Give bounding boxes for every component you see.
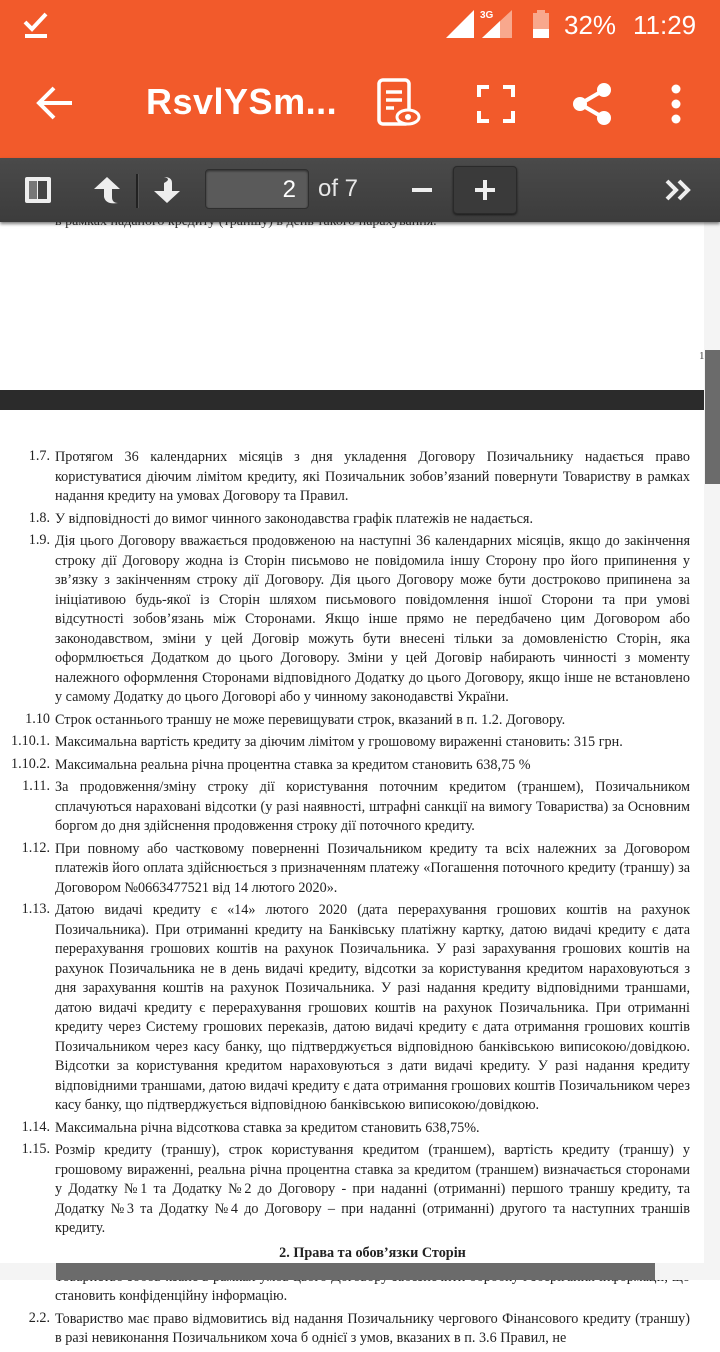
back-arrow-icon[interactable] xyxy=(34,82,76,124)
page-number-label: 1 xyxy=(699,350,705,362)
arrow-down-icon xyxy=(152,175,182,205)
clause-1-12: 1.12. При повному або частковому поверненні Позичальником кредиту та всіх належних за Договором платежів його оплата здійснюється з призначенням платежу «Погашення поточного кредиту (траншу) за Договором №0663477521 від 14 лютого 2020». xyxy=(21,839,690,896)
clause-2-1: становить конфіденційну інформацію. xyxy=(55,1288,288,1304)
arrow-up-icon xyxy=(92,175,122,205)
plus-icon xyxy=(473,178,497,202)
clock: 11:29 xyxy=(633,10,697,40)
clause-1-7: 1.7. Протягом 36 календарних місяців з дня укладення Договору Позичальнику надається право користуватися діючим лімітом кредиту, які Позичальник зобов’язаний повернути Товариству в рамках надання кредиту на умовах Договору та Правил. xyxy=(28,448,690,504)
toolbar xyxy=(0,52,720,156)
page-number-input[interactable]: 2 xyxy=(205,169,309,209)
page-count: of 7 xyxy=(318,175,359,202)
sidebar-toggle-icon xyxy=(23,175,53,205)
battery-percent: 32% xyxy=(564,10,617,40)
page-content xyxy=(0,448,690,1352)
clause-1-15: 1.15. Розмір кредиту (траншу), строк користування кредитом (траншем), вартість кредиту (траншу) у грошовому вираженні, реальна річна процентна ставка за кредитом (траншем) визначається сторонами у Додатку №1 та Додатку №2 до Договору - при наданні (отриманні) першого траншу кредиту, та Додатку №3 та Додатку №4 до Договору – при наданні (отриманні) другого та наступних траншів кредиту. xyxy=(21,1141,690,1236)
toolbar-separator xyxy=(136,174,139,208)
clause-1-13: 1.13. Датою видачі кредиту є «14» лютого 2020 (дата перерахування грошових коштів на рахунок Позичальника). При отриманні кредиту на Банківську платіжну картку, датою видачі кредиту є дата перерахування грошових коштів на рахунок Позичальника. У разі зарахування грошових коштів на рахунок Позичальника не в день видачі кредиту, відсотки за користування кредитом нараховуються з дня зарахування коштів на рахунок Позичальника. У разі надання кредиту відповідними траншами, датою видачі кредиту є перерахування грошових коштів на рахунок Позичальника. При отриманні кредиту через Систему грошових переказів, датою видачі кредиту є дата отримання грошових коштів Позичальником через касу банку, що підтверджується відповідною банківською виписокою/довідкою. Відсотки за користування кредитом нараховуються з дати видачі кредиту. У разі надання кредиту відповідними траншами, датою видачі кредиту є дата отримання грошових коштів Позичальником через касу банку, що підтверджується відповідною банківською виписокою/довідкою. xyxy=(21,901,690,1113)
download-done-icon xyxy=(22,10,50,40)
tools-more-button[interactable] xyxy=(662,172,696,208)
clause-1-10-2: 1.10.2. Максимальна реальна річна процентна ставка за кредитом становить 638,75 % xyxy=(10,755,531,773)
status-bar xyxy=(0,0,720,52)
reading-mode-button[interactable] xyxy=(372,76,424,132)
previous-page-button[interactable] xyxy=(90,172,124,208)
app-bar xyxy=(0,0,720,160)
document-title: RsvlYSm... xyxy=(146,81,338,122)
reading-mode-icon xyxy=(374,77,422,131)
signal-3g-icon xyxy=(478,8,512,38)
section-heading: 2. Права та обов’язки Сторін xyxy=(279,1244,466,1261)
vertical-scrollbar[interactable] xyxy=(705,350,720,484)
clause-1-8: 1.8. У відповідності до вимог чинного законодавства графік платежів не надається. xyxy=(28,509,533,527)
next-page-button[interactable] xyxy=(150,172,184,208)
document-viewer[interactable] xyxy=(0,222,720,1346)
battery-icon xyxy=(533,10,549,38)
zoom-in-button[interactable] xyxy=(453,166,517,214)
share-button[interactable] xyxy=(566,76,618,132)
sidebar-toggle-button[interactable] xyxy=(22,172,54,208)
clause-1-10: 1.10 Строк останнього траншу не може перевищувати строк, вказаний в п. 1.2. Договору. xyxy=(25,710,566,728)
clause-1-14: 1.14. Максимальна річна відсоткова ставка за кредитом становить 638,75%. xyxy=(21,1118,480,1136)
clause-1-9: 1.9. Дія цього Договору вважається продовженою на наступні 36 календарних місяців, якщо до закінчення строку дії Договору жодна із Сторін письмово не повідомила іншу Сторону про його припинення у зв’язку з закінченням строку дії Договору. Дія цього Договору може бути достроково припинена за ініціативою будь-якої із Сторін шляхом письмового повідомлення іншої Сторони та при умові відсутності зобов’язань між Сторонами. Якщо інше прямо не передбачено цим Договором або законодавством, зміни у цей Договір можуть бути внесені тільки за домовленістю Сторін, яка оформлюється Додатком до цього Договору. Зміни у цей Договір набирають чинності з моменту належного оформлення Сторонами відповідного Додатку до цього Договору, якщо інше не встановлено у самому Додатку до цього Договорі або у чинному законодавстві України. xyxy=(28,532,690,705)
horizontal-scrollbar[interactable] xyxy=(56,1263,655,1280)
minus-icon xyxy=(410,178,434,202)
clause-2-2: 2.2. Товариство має право відмовитись від надання Позичальнику чергового Фінансового кредиту (траншу) в разі невиконання Позичальником хоча б однієї з умов, вказаних в п. 3.6 Правил, не xyxy=(28,1309,690,1346)
fullscreen-button[interactable] xyxy=(470,76,522,132)
page-separator xyxy=(0,390,704,410)
zoom-out-button[interactable] xyxy=(406,172,438,208)
clause-1-11: 1.11. За продовження/зміну строку дії користування поточним кредитом (траншем), Позичальником сплачуються нараховані відсотки (у разі наявності, штрафні санкції на вимогу Товариства) за Основним боргом до дня здійснення продовження строку дії поточного кредиту. xyxy=(22,778,690,834)
cell-signal-icon xyxy=(446,10,474,38)
svg-text:3G: 3G xyxy=(480,10,494,21)
pdf-toolbar xyxy=(0,158,720,222)
more-options-button[interactable] xyxy=(650,76,702,132)
more-vert-icon xyxy=(668,84,684,124)
double-chevron-right-icon xyxy=(664,178,694,202)
share-icon xyxy=(571,82,613,126)
fullscreen-icon xyxy=(476,84,516,124)
clause-1-10-1: 1.10.1. Максимальна вартість кредиту за діючим лімітом у грошовому вираженні становить: 315 грн. xyxy=(10,733,623,750)
